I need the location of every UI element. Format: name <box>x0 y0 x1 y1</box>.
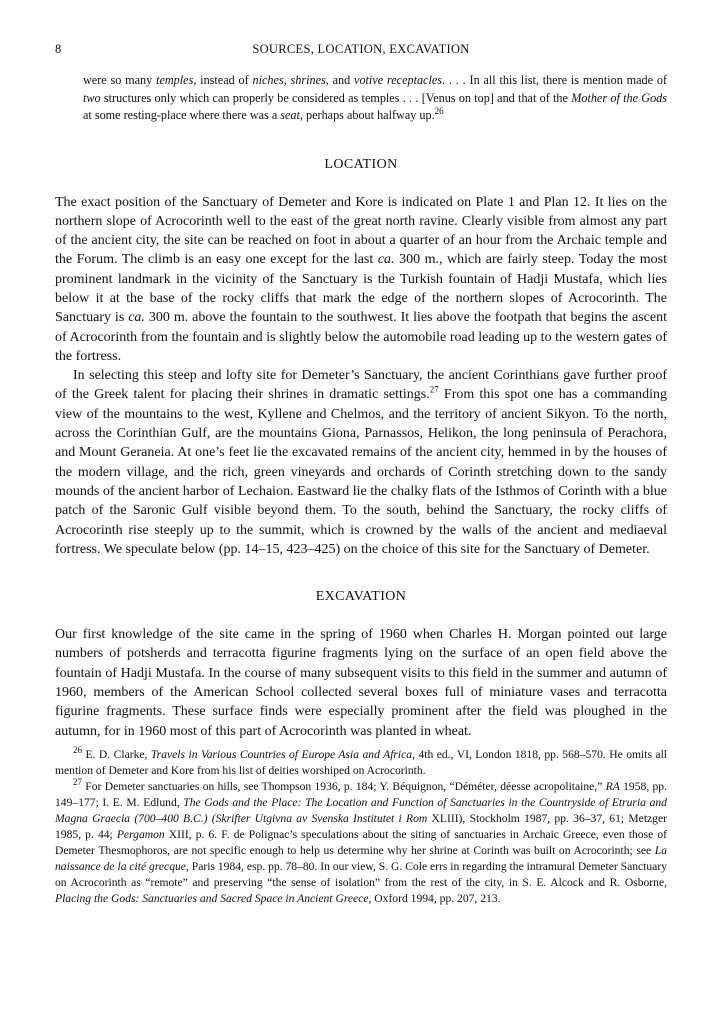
footnote-text: XIII, p. 6. F. de Polignac’s speculations about the siting of sanctuaries in Archaic Greece, even those of Demeter Thesmophoros, are not specific enough to help us determine why her shrine at Corinth was built on Acrocorinth; see <box>55 827 668 857</box>
running-head-title: SOURCES, LOCATION, EXCAVATION <box>252 42 470 56</box>
quote-text: , <box>283 73 291 87</box>
footnote-text: XLIII), Stockholm 1987, pp. 36–37, 61; Metzger 1985, p. 44; <box>55 811 667 841</box>
running-header <box>55 42 667 64</box>
footnote-ref-26[interactable]: 26 <box>434 105 444 116</box>
page <box>55 42 667 907</box>
footnote-italic: RA <box>605 779 620 793</box>
footnote-ref-27[interactable]: 27 <box>429 384 439 395</box>
quote-italic: shrines <box>290 73 326 87</box>
quote-text: structures only which can properly be considered as temples . . . [Venus on top] and that of the <box>100 90 572 105</box>
footnote-italic: La naissance de la cité grecque <box>55 843 667 873</box>
body-text: 300 m. above the fountain to the southwest. It lies above the footpath that begins the ascent of Acrocorinth from the fountain and is slightly below the automobile road leading up to the western gates of the fortress. <box>55 310 667 364</box>
body-text: In selecting this steep and lofty site for Demeter’s Sanctuary, the ancient Corinthians gave further proof of the Greek talent for placing their shrines in dramatic settings. <box>55 368 667 403</box>
body-text: From this spot one has a commanding view of the mountains to the west, Kyllene and Chelmos, and the territory of ancient Sikyon. To the north, across the Corinthian Gulf, are the mountains Giona, Parnassos, Helikon, the long peninsula of Perachora, and Mount Geraneia. At one’s feet lie the excavated remains of the ancient city, hemmed in by the houses of the modern village, and the rich, green vineyards and orchards of Corinth stretching down to the sandy mounds of the ancient harbor of Lechaion. Eastward lie the chalky flats of the Isthmos of Corinth with a blue patch of the Saronic Gulf visible beyond them. To the south, behind the Sanctuary, the rocky cliffs of Acrocorinth rise steeply up to the summit, which is crowned by the walls of the ancient and mediaeval fortress. We speculate below (pp. 14–15, 423–425) on the choice of this site for the Sanctuary of Demeter. <box>55 387 667 557</box>
footnote-italic: Travels in Various Countries of Europe Asia and Africa <box>150 747 413 761</box>
section-heading-excavation: EXCAVATION <box>315 589 407 605</box>
footnote-text: 1958, pp. 149–177; I. E. M. Edlund, <box>55 779 668 809</box>
footnote-italic: The Gods and the Place: The Location and Function of Sanctuaries in the Countryside of Etruria and Magna Graecia (700–400 B.C.) (Skrifter Utgivna av Svenska Institutet i Rom <box>55 795 667 825</box>
footnote-text: , 4th ed., VI, London 1818, pp. 568–570. He omits all mention of Demeter and Kore from his list of deities worshiped on Acrocorinth. <box>55 747 668 777</box>
footnote-26 <box>55 747 667 779</box>
footnote-text: , Oxford 1994, pp. 207, 213. <box>368 891 501 905</box>
quote-text: were so many <box>83 73 157 87</box>
footnote-text: For Demeter sanctuaries on hills, see Thompson 1936, p. 184; Y. Béquignon, “Déméter, déesse acropolitaine,” <box>85 779 606 793</box>
footnote-text: E. D. Clarke, <box>85 747 151 761</box>
quote-text: , and <box>325 73 355 87</box>
body-text: 300 m., which are fairly steep. Today the most prominent landmark in the vicinity of the Sanctuary is the Turkish fountain of Hadji Mustafa, which lies below it at the base of the rocky cliffs that mark the edge of the northern slopes of Acrocorinth. The Sanctuary is <box>55 252 667 326</box>
quote-text: at some resting-place where there was a <box>83 108 281 122</box>
quote-italic: votive receptacles <box>354 73 443 87</box>
footnote-number: 26 <box>73 745 82 756</box>
footnote-italic: Pergamon <box>116 827 165 841</box>
block-quote <box>83 72 667 125</box>
quote-text: . . . . In all this list, there is mention made of <box>442 73 667 87</box>
body-text: The exact position of the Sanctuary of Demeter and Kore is indicated on Plate 1 and Plan 12. It lies on the northern slope of Acrocorinth well to the east of the great north ravine. Clearly visible from almost any part of the ancient city, the site can be reached on foot in about a quarter of an hour from the Archaic temple and the Forum. The climb is an easy one except for the last <box>55 194 667 268</box>
footnote-text: , Paris 1984, esp. pp. 78–80. In our view, S. G. Cole errs in regarding the intramural Demeter Sanctuary on Acrocorinth as “remote” and preserving “the sense of isolation” from the rest of the city, in S. E. Alcock and R. Osborne, <box>55 859 667 889</box>
body-italic: ca. <box>128 310 145 326</box>
page-number: 8 <box>55 42 62 56</box>
quote-italic: temples <box>156 73 194 87</box>
footnote-italic: Placing the Gods: Sanctuaries and Sacred Space in Ancient Greece <box>55 891 369 905</box>
footnotes <box>55 747 667 907</box>
location-paragraph-1 <box>55 193 667 367</box>
quote-italic: Mother of the Gods <box>571 90 668 105</box>
quote-italic: seat <box>280 108 300 122</box>
quote-text: , instead of <box>193 73 253 87</box>
footnote-27 <box>55 779 667 907</box>
quote-italic: two <box>83 90 101 105</box>
section-heading-location: LOCATION <box>324 156 398 172</box>
quote-text: , perhaps about halfway up. <box>299 108 435 122</box>
footnote-number: 27 <box>73 777 82 788</box>
location-paragraph-2 <box>55 366 667 559</box>
quote-italic: niches <box>252 73 284 87</box>
body-italic: ca. <box>377 252 395 268</box>
excavation-paragraph-1: Our first knowledge of the site came in the spring of 1960 when Charles H. Morgan pointed out large numbers of potsherds and terracotta figurine fragments lying on the surface of an open field above the fountain of Hadji Mustafa. In the course of many subsequent visits to this field in the summer and autumn of 1960, members of the American School collected several boxes full of miniature vases and terracotta figurine fragments. These surface finds were especially prominent after the field was ploughed in the autumn, for in 1960 most of this part of Acrocorinth was planted in wheat. <box>55 627 667 739</box>
